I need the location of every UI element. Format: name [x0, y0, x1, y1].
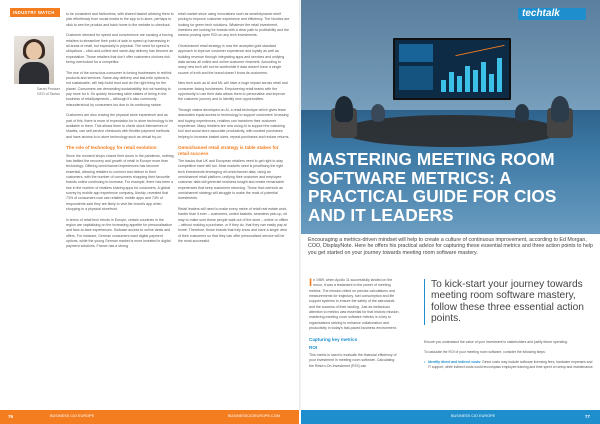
subheading: Capturing key metrics — [309, 336, 358, 342]
subheading: Omnichannel retail strategy is table stakes for retail success — [178, 145, 279, 156]
article-intro: Encouraging a metrics-driven mindset will help to create a culture of continuous improvement, according to Ed Morgan, COO, DisplayNote. Here he offers his practical advice for capturing these essential metrics and three action points to help you get started on your journey towards meeting room software mastery. — [308, 237, 593, 256]
publication-name: BUSINESS CIO EUROPE — [50, 414, 95, 418]
techtalk-logo: techtalk — [518, 8, 586, 20]
paragraph: Customer demand for speed and convenience are causing a forcing retailers to streamline their point of sale to speed up harnessing in all areas of retail, but especially in physical. The need for speed is ubiquitous – click-and-collect and same-day delivery has become an expectation. Those retailers that don't offer customers choices risk being overlooked for a competitor. — [66, 33, 174, 65]
paragraph: In 1989, when Apollo 11 successfully landed on the moon, it was a testament to the power of meeting metrics. The mission relied on precise calculations and measurements for trajectory, fuel consumption and life support systems to ensure the safety of the astronauts and the success of their landing. Just as meticulous attention to metrics was essential for that historic mission, mastering meeting room software metrics is a key to organisations striving to enhance collaboration and productivity in today's fast-paced business environment. — [309, 278, 400, 331]
paragraph: Retail leaders will need to make every metre of retail real estate work harder than it ever – customers, united baskets, seamless pick-up, sit may to make sure these people walk out of the store – online or offline – without making a purchase, or if they do, that they can easily pay at home. Therefore, those brands that fully know and have a single view of their customers so that they can offer personalised service will be the most successful. — [178, 206, 289, 243]
paragraph: Since the moment shops closed their doors in the pandemic, nothing has battled the recovery and growth of retail in Europe more than technology. Offering omnichannel experiences has become essential, allowing retailers to connect and deliver to their customers, with the number of consumers shopping their favourite brands online continuing to increase. For example, there has been a rise in the number of retailers sharing apps for customers. A global survey by mobile app experience company, Airship, revealed that 73% of consumers now use retailers' mobile apps and 74% of respondents said they are likely to visit the brand's app when shopping in a physical storefront. — [66, 153, 174, 212]
paragraph: Ensure you understand the value of your investment to stakeholders and justify future spending. — [424, 340, 568, 344]
subheading: The role of technology for retail evolution — [66, 145, 157, 151]
article-column-1 — [66, 12, 174, 402]
page-number: 77 — [585, 414, 591, 419]
list-item: • Identify direct and indirect costs: Direct costs may include software licensing fees, hardware expenses and IT support, while indirect costs could encompass employee training and time spent on setup and maintenance. — [424, 360, 594, 370]
article-column-3 — [309, 278, 400, 410]
left-page-footer — [0, 410, 299, 424]
article-column-4 — [424, 340, 594, 410]
paragraph: In terms of retail tech trends in Europe, certain countries in the region are capitalising on the increasing appetite for personalisation and face-to-face experiences. Suitcase access to online deals and offers. For instance, German consumers want digital payment options, while the young German market is more invested in digital payment solutions. France has a strong — [66, 217, 173, 249]
section-tag: INDUSTRY WATCH — [10, 8, 60, 17]
author-photo — [14, 36, 54, 84]
publication-name: BUSINESS CIO EUROPE — [451, 414, 496, 418]
paragraph: The basics that UK and European retailers need to get right to stay competitive have still not. Most markets need is prioritising the right tech investments leveraging all omnichannel data, using an omnichannel retail platform, unifying their customer and employee customer data will generate business insight and create remarkable experiences that keep customers returning. Those that overlook an omnichannel strategy will struggle to make the most of potential investments. — [178, 158, 285, 201]
page-number: 76 — [8, 414, 14, 419]
right-page-footer — [301, 410, 600, 424]
article-column-2 — [178, 12, 290, 402]
paragraph: Customers are also craving the physical store experience and as part of this, there is more of expectation for in-store technology to be available to them. This allows them to check stock themselves of shades, use self-service checkouts with flexible payment methods and have access to in-store technology such as virtual try-on. — [66, 113, 174, 139]
subheading-roi: ROI — [309, 344, 318, 350]
author-role: CEO of Tactus — [36, 91, 60, 96]
bullet-list — [424, 360, 594, 370]
paragraph: New tech such as AI and ML will have a huge impact across retail and consumer-facing businesses. Empowering retail teams with the opportunity to use their data allows them to personalise and improve the customer journey and to identify new opportunities. — [178, 81, 288, 102]
pull-quote: To kick-start your journey towards meeting room software mastery, follow these three essential action points. — [424, 279, 594, 325]
paragraph: to be consistent and frictionless, with shared basket allowing them to pick effortlessly from social media to the app to in-store, perhaps to click to see the product and back home to the website to checkout. — [66, 12, 174, 27]
paragraph: Omnichannel retail strategy is now the accepted gold standard approach to improve customer experience and loyalty as well as building revenue through integrating apps and services and unifying data across all online and online customer channels. According to many new tech will not be worthwhile if data doesn't have a single source of truth and the brand doesn't know its customers. — [178, 44, 285, 75]
paragraph: Through claims developed on AI, a retail technique which gives team associates equal access to technology to support customers' browsing and buying experiences, retailers can transform their customer experience. Many retailers are now using AI to support the matching tool and social store associate productivity, with curated purchases helping to increase basket sizes, repeat purchases and reduce returns. — [178, 108, 290, 139]
paragraph: The rise of the conscious consumer is forcing businesses to rethink products and services. Same-day delivery and last-mile options is not sustainable, will help build trust and do the right thing for the planet. Consumers are demanding sustainability but not wanting to pay more for it. It's quickly becoming table stakes of being in the business of retail/payments – although it's also commonly misunderstood by consumers too due to its confusing nature. — [66, 70, 172, 107]
meeting-room-screen — [393, 38, 511, 100]
paragraph: retail market since using innovations such as smart/dynamic shelf pricing to improve customer experience and efficiency. The Nordics are looking for green tech solutions. Whatever the retail investment, investors are looking for brands with a clear path to profitability and the means proving open ROI on any tech investments. — [178, 12, 290, 38]
author-name: Sarah Prosser — [37, 87, 60, 91]
paragraph: This metric is used to evaluate the financial efficiency of your investment in meeting room software. Calculating the Return-On-Investment (ROI) can — [309, 353, 397, 368]
paragraph: To calculate the ROI of your meeting room software, consider the following steps: — [424, 350, 546, 355]
article-title: MASTERING MEETING ROOM SOFTWARE METRICS: A PRACTICAL GUIDE FOR CIOS AND IT LEADERS — [308, 149, 557, 225]
drop-cap: I — [309, 278, 313, 289]
author-caption — [8, 87, 60, 96]
publication-website: BUSINESSCIOEUROPE.COM — [228, 414, 280, 418]
